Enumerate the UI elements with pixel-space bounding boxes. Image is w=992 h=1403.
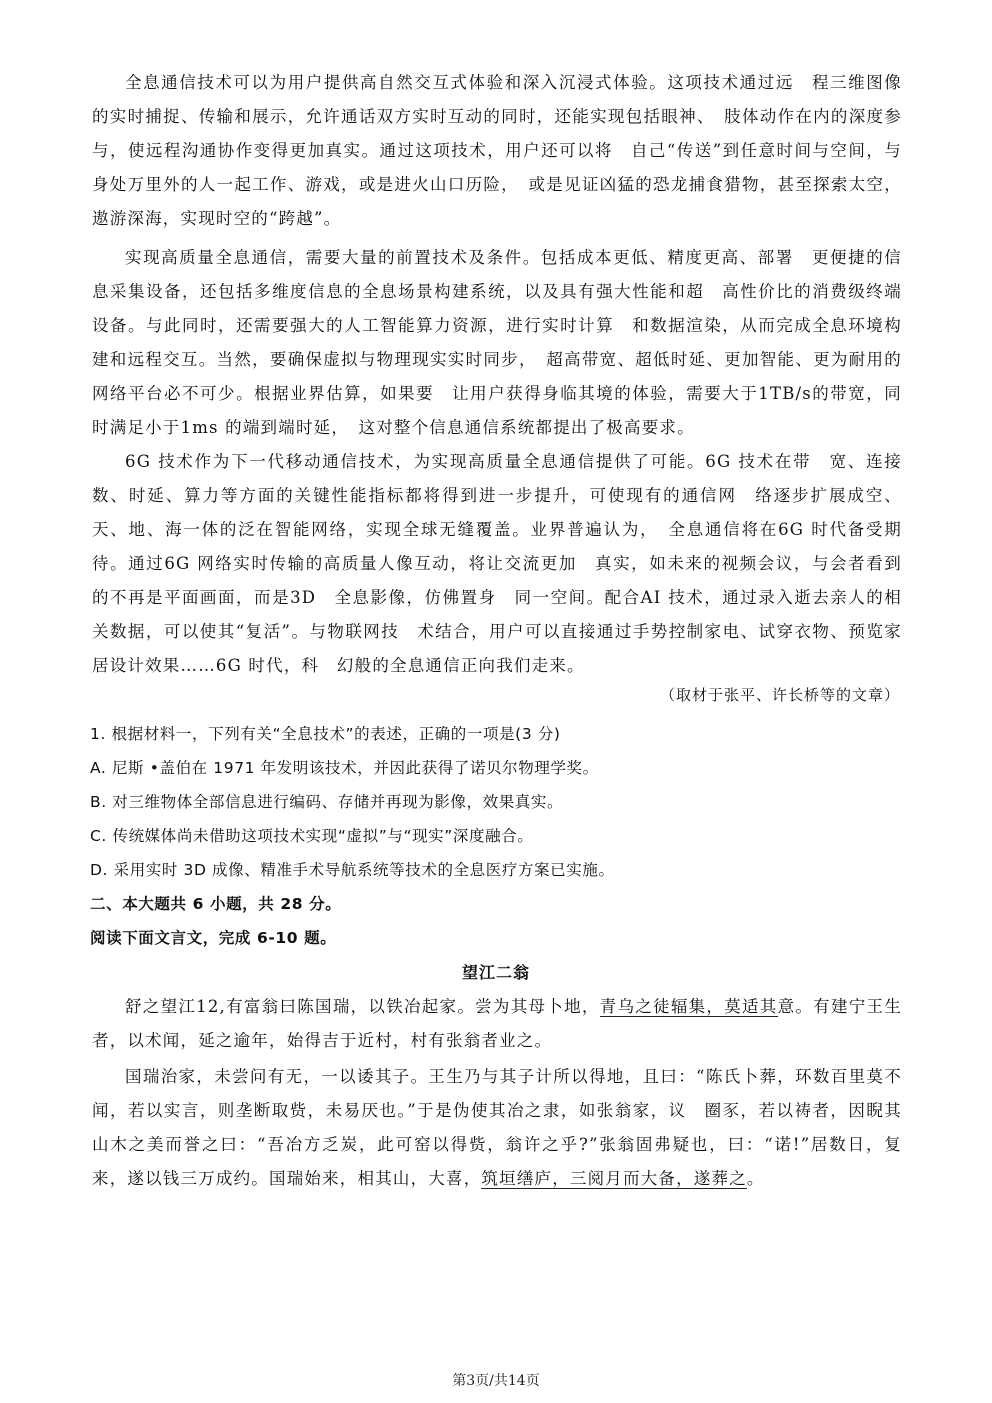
page-number: 第3页/共14页 (452, 1373, 540, 1389)
classical-paragraph-1-text (92, 990, 902, 1058)
classical-p1-part-b: 意。有建宁王生者，以术闻，延之逾年，始得吉于近村，村有张翁者业之。 (92, 997, 903, 1050)
question-1-option-c: C. 传统媒体尚未借助这项技术实现“虚拟”与“现实”深度融合。 (90, 827, 534, 845)
question-1-option-d: D. 采用实时 3D 成像、精准手术导航系统等技术的全息医疗方案已实施。 (90, 861, 615, 879)
classical-paragraph-2-text (92, 1060, 902, 1196)
passage-source: （取材于张平、许长桥等的文章） (659, 686, 900, 704)
passage-paragraph-3-text: 6G 技术作为下一代移动通信技术，为实现高质量全息通信提供了可能。6G 技术在带 宽、连接数、时延、算力等方面的关键性能指标都将得到进一步提升，可使现有的通信网 络逐步扩展成空、天、地、海一体的泛在智能网络，实现全球无缝覆盖。业界普遍认为， 全息通信将在6G 时代备受期待。通过6G 网络实时传输的高质量人像互动，将让交流更加 真实，如未来的视频会议，与会者看到的不再是平面画面，而是3D 全息影像，仿佛置身 同一空间。配合AI 技术，通过录入逝去亲人的相关数据，可以使其“复活”。与物联网技 术结合，用户可以直接通过手势控制家电、试穿衣物、预览家居设计效果……6G 时代，科 幻般的全息通信正向我们走来。 (92, 452, 902, 675)
classical-p2-underlined: 筑垣缮庐，三阅月而大备，遂葬之 (481, 1169, 747, 1188)
passage-paragraph-1-text: 全息通信技术可以为用户提供高自然交互式体验和深入沉浸式体验。这项技术通过远 程三维图像的实时捕捉、传输和展示，允许通话双方实时互动的同时，还能实现包括眼神、 肢体动作在内的深度参与，使远程沟通协作变得更加真实。通过这项技术，用户还可以将 自己“传送”到任意时间与空间，与身处万里外的人一起工作、游戏，或是进火山口历险， 或是见证凶猛的恐龙捕食猎物，甚至探索太空，遨游深海，实现时空的“跨越”。 (92, 73, 902, 228)
passage-paragraph-2 (92, 241, 902, 445)
question-1-option-a: A. 尼斯 •盖伯在 1971 年发明该技术，并因此获得了诺贝尔物理学奖。 (90, 759, 599, 777)
question-1-stem: 1. 根据材料一，下列有关“全息技术”的表述，正确的一项是(3 分) (90, 725, 561, 743)
classical-paragraph-1 (92, 990, 902, 1058)
passage-paragraph-3 (92, 445, 902, 683)
section-2-heading: 二、本大题共 6 小题，共 28 分。 (90, 895, 342, 913)
passage-paragraph-2-text: 实现高质量全息通信，需要大量的前置技术及条件。包括成本更低、精度更高、部署 更便捷的信息采集设备，还包括多维度信息的全息场景构建系统，以及具有强大性能和超 高性价比的消费级终端设备。与此同时，还需要强大的人工智能算力资源，进行实时计算 和数据渲染，从而完成全息环境构建和远程交互。当然，要确保虚拟与物理现实实时同步， 超高带宽、超低时延、更加智能、更为耐用的网络平台必不可少。根据业界估算，如果要 让用户获得身临其境的体验，需要大于1TB/s的带宽，同时满足小于1ms 的端到端时延， 这对整个信息通信系统都提出了极高要求。 (92, 248, 902, 437)
classical-p2-end: 。 (746, 1169, 765, 1188)
classical-p1-underlined: 青乌之徒辐集，莫适其 (599, 997, 778, 1016)
classical-paragraph-2 (92, 1060, 902, 1196)
passage-paragraph-1 (92, 66, 902, 236)
classical-p2-part-a: 国瑞治家，未尝问有无，一以诿其子。王生乃与其子计所以得地，且曰：“陈氏卜葬，环数百里莫不闻，若以实言，则垄断取赀，未易厌也。”于是伪使其冶之隶，如张翁家，议 圈豕，若以祷者，因睨其山木之美而誉之曰：“吾冶方乏炭，此可窑以得赀，翁许之乎?”张翁固弗疑也，曰：“诺!”居数日，复来，遂以钱三万成约。国瑞始来，相其山，大喜， (92, 1067, 902, 1188)
classical-text-title: 望江二翁 (461, 963, 530, 982)
question-1-option-b: B. 对三维物体全部信息进行编码、存储并再现为影像，效果真实。 (90, 793, 564, 811)
section-2-instruction: 阅读下面文言文，完成 6-10 题。 (90, 929, 337, 947)
classical-p1-part-a: 舒之望江12,有富翁曰陈国瑞，以铁冶起家。尝为其母卜地， (125, 997, 600, 1016)
